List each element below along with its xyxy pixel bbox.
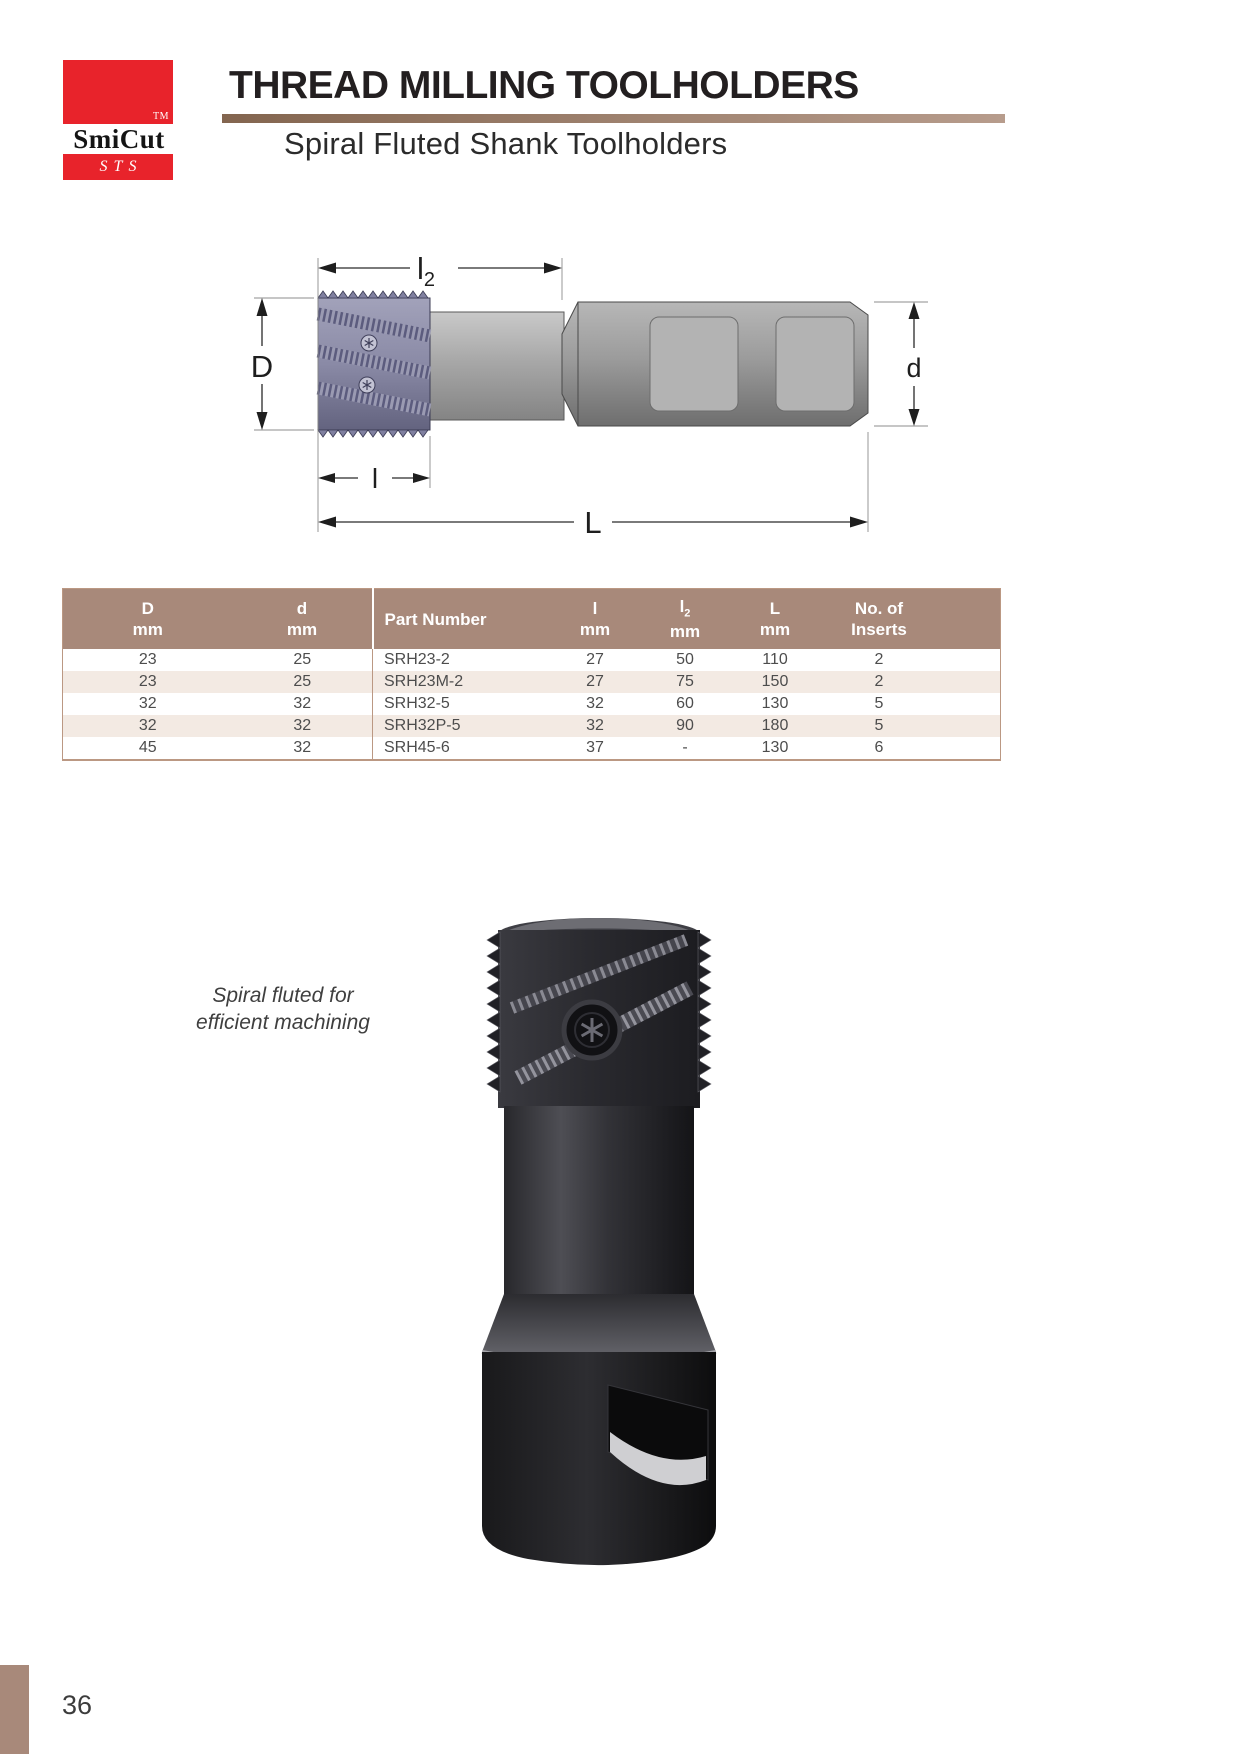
- table-cell: SRH32-5: [373, 693, 543, 715]
- table-cell: 32: [543, 715, 648, 737]
- column-header: D mm: [63, 589, 233, 650]
- table-cell: 2: [874, 651, 884, 669]
- dim-label-d: d: [906, 353, 922, 383]
- table-cell: 27: [543, 671, 648, 693]
- photo-upper-shank: [504, 1106, 694, 1294]
- column-header: No. of Inserts: [828, 589, 931, 650]
- table-cell: SRH32P-5: [373, 715, 543, 737]
- table-cell: 5: [874, 695, 884, 713]
- trademark-label: TM: [153, 111, 169, 122]
- table-cell: 27: [586, 651, 604, 669]
- diagram-cutting-head: [318, 291, 430, 437]
- spec-table-head-row: [63, 589, 1001, 650]
- torx-screw-icon: [564, 1002, 620, 1058]
- table-cell: 32: [63, 715, 233, 737]
- column-header: d mm: [233, 589, 373, 650]
- caption-line-1: Spiral fluted for: [212, 984, 354, 1007]
- table-cell: 150: [723, 671, 828, 693]
- table-cell: 32: [233, 715, 373, 737]
- table-cell: 25: [233, 671, 373, 693]
- table-cell: SRH23M-2: [373, 671, 543, 693]
- spec-table-header: [63, 589, 1001, 650]
- table-row: [63, 737, 1001, 760]
- spec-table: [62, 588, 1001, 761]
- diagram-neck: [430, 312, 564, 420]
- table-cell: 110: [762, 651, 788, 669]
- table-cell-filler: [931, 715, 1001, 737]
- table-cell: SRH23-2: [373, 649, 543, 671]
- table-cell-filler: [931, 649, 1001, 671]
- table-cell: 32: [293, 695, 312, 713]
- photo-cutting-head: [487, 918, 711, 1108]
- table-cell: 50: [676, 651, 694, 669]
- dimension-diagram: [230, 200, 930, 545]
- column-header: Part Number: [373, 589, 543, 650]
- photo-lower-shank: [482, 1352, 716, 1565]
- table-row: [63, 671, 1001, 693]
- smicut-logo: [58, 60, 180, 180]
- table-cell: 130: [761, 695, 789, 713]
- spec-table-body: [63, 649, 1001, 760]
- table-cell-filler: [931, 693, 1001, 715]
- dim-label-l2: $l_2$: [416, 251, 436, 291]
- page-number: 36: [62, 1690, 93, 1720]
- page-subtitle: Spiral Fluted Shank Toolholders: [284, 126, 728, 161]
- table-cell: 32: [293, 739, 312, 757]
- table-cell: 32: [138, 695, 157, 713]
- table-cell: 23: [63, 671, 233, 693]
- table-cell: 180: [723, 715, 828, 737]
- table-cell-filler: [931, 737, 1001, 760]
- column-header: l mm: [543, 589, 648, 650]
- table-cell: 5: [828, 715, 931, 737]
- diagram-shank-flat-2: [776, 317, 854, 411]
- table-cell: 75: [648, 671, 723, 693]
- logo-red-square: [63, 60, 173, 124]
- footer-accent-tab: [0, 1665, 29, 1754]
- sub-brand-label: STS: [99, 158, 143, 176]
- table-cell: 2: [828, 671, 931, 693]
- table-cell: SRH45-6: [373, 737, 543, 760]
- table-cell: 37: [586, 739, 604, 757]
- photo-caption: [178, 982, 388, 1037]
- dim-label-L: L: [584, 505, 602, 540]
- title-underline-rule: [222, 114, 1005, 123]
- diagram-shank-flat-1: [650, 317, 738, 411]
- table-cell-filler: [931, 671, 1001, 693]
- table-cell: 45: [138, 739, 157, 757]
- product-photo: [440, 840, 756, 1575]
- table-cell: 90: [648, 715, 723, 737]
- table-cell: -: [682, 739, 688, 757]
- table-cell: 130: [761, 739, 789, 757]
- table-row: [63, 715, 1001, 737]
- table-cell: 32: [586, 695, 604, 713]
- logo-sts-band: [63, 154, 173, 180]
- column-header: L mm: [723, 589, 828, 650]
- table-cell: 6: [874, 739, 884, 757]
- dim-label-D: D: [250, 349, 274, 384]
- table-cell: 60: [676, 695, 694, 713]
- brand-name: SmiCut: [73, 124, 165, 154]
- column-header: $l_2$ mm: [648, 589, 723, 650]
- table-row: [63, 693, 1001, 715]
- column-header-filler: [931, 589, 1001, 650]
- dim-label-l: l: [371, 463, 379, 494]
- caption-line-2: efficient machining: [196, 1011, 370, 1035]
- table-row: [63, 649, 1001, 671]
- table-cell: 23: [138, 651, 157, 669]
- page-title: THREAD MILLING TOOLHOLDERS: [229, 64, 859, 107]
- table-cell: 25: [293, 651, 312, 669]
